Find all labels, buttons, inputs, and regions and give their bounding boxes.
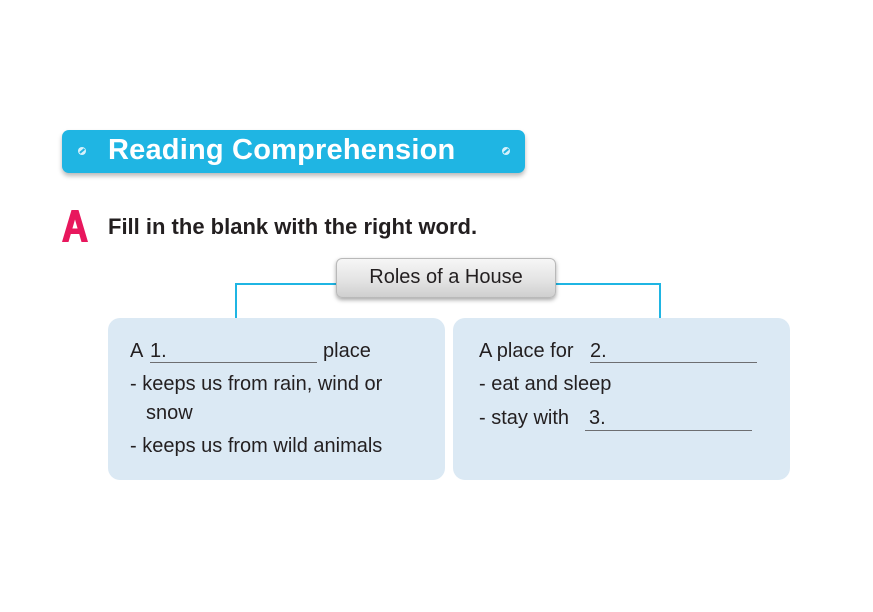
left-panel [108, 318, 445, 480]
right-bullet2-prefix: - stay with [479, 407, 570, 429]
blank-1-field[interactable] [150, 362, 317, 363]
left-bullet1-line1: - keeps us from rain, wind or [130, 373, 383, 395]
banner-dot-left-icon [78, 147, 86, 155]
left-bullet1-line2: snow [146, 402, 193, 424]
section-banner [62, 130, 525, 173]
section-title: Reading Comprehension [108, 134, 456, 166]
exercise-instruction: Fill in the blank with the right word. [108, 214, 478, 239]
left-line1-prefix: A [130, 340, 144, 362]
blank-2-field[interactable] [590, 362, 757, 363]
diagram-title-box [336, 258, 556, 298]
right-blank3-number: 3. [589, 407, 606, 429]
banner-dot-right-icon [502, 147, 510, 155]
right-line1-prefix: A place for [479, 340, 574, 362]
blank-3-field[interactable] [585, 430, 752, 431]
right-panel [453, 318, 790, 480]
right-blank-number: 2. [590, 340, 607, 362]
connector-left-vertical [235, 283, 237, 319]
right-bullet1: - eat and sleep [479, 373, 612, 395]
exercise-letter-icon [62, 210, 88, 242]
diagram-title: Roles of a House [369, 266, 523, 288]
left-line1-suffix: place [323, 340, 371, 362]
connector-right-vertical [659, 283, 661, 319]
left-blank-number: 1. [150, 340, 167, 362]
left-bullet2: - keeps us from wild animals [130, 435, 383, 457]
